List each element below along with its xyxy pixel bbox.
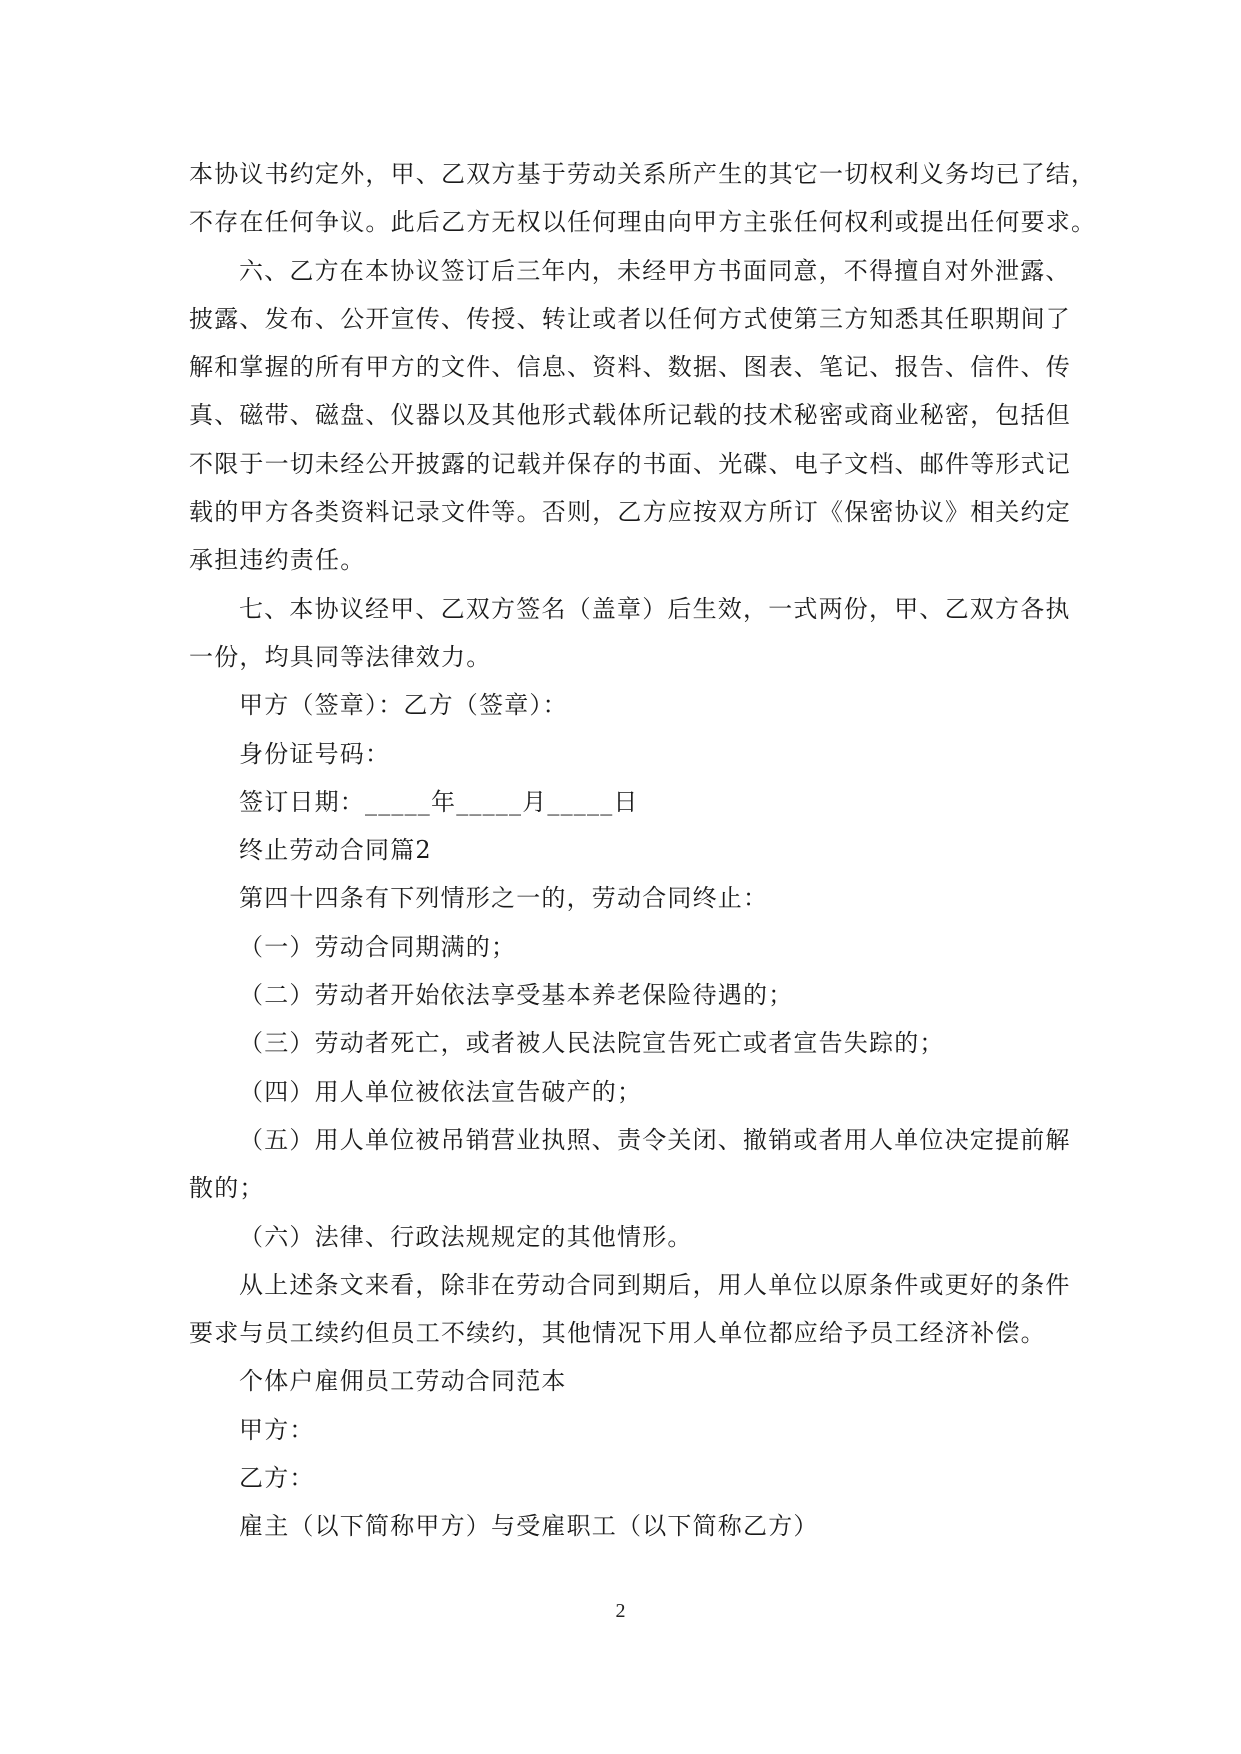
text-line: 要求与员工续约但员工不续约，其他情况下用人单位都应给予员工经济补偿。: [189, 1319, 1046, 1348]
text-line: 载的甲方各类资料记录文件等。否则，乙方应按双方所订《保密协议》相关约定: [189, 498, 1071, 527]
text-line: （五）用人单位被吊销营业执照、责令关闭、撤销或者用人单位决定提前解: [239, 1125, 1071, 1154]
text-line: 签订日期：_____年_____月_____日: [239, 787, 639, 816]
text-line: 甲方（签章）：乙方（签章）：: [239, 691, 568, 720]
text-line: 个体户雇佣员工劳动合同范本: [239, 1367, 567, 1396]
text-line: 真、磁带、磁盘、仪器以及其他形式载体所记载的技术秘密或商业秘密，包括但: [189, 401, 1071, 430]
text-line: 披露、发布、公开宣传、传授、转让或者以任何方式使第三方知悉其任职期间了: [189, 304, 1071, 333]
text-line: （二）劳动者开始依法享受基本养老保险待遇的；: [239, 981, 794, 1010]
text-line: 不存在任何争议。此后乙方无权以任何理由向甲方主张任何权利或提出任何要求。: [189, 208, 1097, 237]
text-line: 解和掌握的所有甲方的文件、信息、资料、数据、图表、笔记、报告、信件、传: [189, 353, 1071, 382]
text-line: 雇主（以下简称甲方）与受雇职工（以下简称乙方）: [239, 1512, 819, 1541]
text-line: 一份，均具同等法律效力。: [189, 642, 492, 671]
text-line: （一）劳动合同期满的；: [239, 932, 517, 961]
text-line: 第四十四条有下列情形之一的，劳动合同终止：: [239, 884, 769, 913]
text-line: 甲方：: [239, 1415, 315, 1444]
text-line: 身份证号码：: [239, 739, 391, 768]
text-line: 终止劳动合同篇2: [239, 836, 432, 865]
text-line: 乙方：: [239, 1464, 315, 1493]
text-line: 六、乙方在本协议签订后三年内，未经甲方书面同意，不得擅自对外泄露、: [239, 256, 1071, 285]
page-number: 2: [615, 1600, 626, 1622]
text-line: （三）劳动者死亡，或者被人民法院宣告死亡或者宣告失踪的；: [239, 1029, 945, 1058]
text-line: （六）法律、行政法规规定的其他情形。: [239, 1222, 693, 1251]
text-line: 七、本协议经甲、乙双方签名（盖章）后生效，一式两份，甲、乙双方各执: [239, 594, 1071, 623]
text-line: 不限于一切未经公开披露的记载并保存的书面、光碟、电子文档、邮件等形式记: [189, 449, 1071, 478]
text-line: 本协议书约定外，甲、乙双方基于劳动关系所产生的其它一切权利义务均已了结，: [189, 160, 1097, 188]
text-line: （四）用人单位被依法宣告破产的；: [239, 1077, 643, 1106]
document-body: [189, 150, 1097, 1551]
text-line: 散的；: [189, 1174, 265, 1203]
text-line: 承担违约责任。: [189, 546, 366, 575]
text-line: 从上述条文来看，除非在劳动合同到期后，用人单位以原条件或更好的条件: [239, 1270, 1071, 1299]
